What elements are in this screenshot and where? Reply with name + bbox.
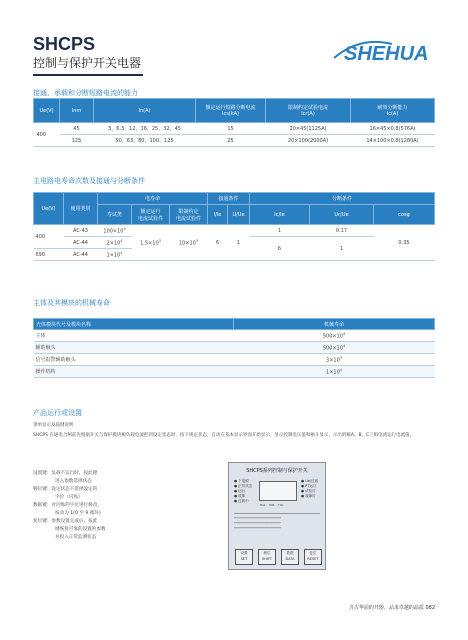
section-title-life: 主电路电寿命次数及接通与分断条件 — [33, 177, 145, 185]
logo-text: SHEHUA — [344, 43, 429, 65]
operation-description: SHCPS 在通电合闸前先根据开关与保护模块额负载电流把到设定状态时，按下规定状态，自动在基本显示界面开始显示，显示控制电压值和额斗显示，示出的额A、B、C三相电流运行电流值。 — [33, 433, 415, 438]
control-panel-image: SHCPS系列控制与保护开关 ● 下电源 ● 正常状态 ● 运行 ● 故障 ● 过载中 HiA HiB HiC ● Ue/过载 ● PT运行 ● 试验灯 ● 故障灯 ━━━━━━━━━━━━━━━━━━━━━━━━━━ ━━━━━━━━━━━━━━━━━━━━━━━━━━ ━━━━━━━━━━━━━━━━━━━━━━━━━━ 设置 SET 移位 SHIFT 数据 DATA 复位 RESET — [228, 462, 326, 570]
shift-button[interactable]: 移位 SHIFT — [258, 549, 276, 565]
brand-logo — [330, 36, 440, 66]
key-description-list: 设置键：负载不运行时，按此键 进入参数选择状态 移位键：设定状态下选择设定的 字位（闪烁） 数据键：对闪烁的字位进行修改， 按动为 1(0 至 9 循环) 复位键：参数设置完成后，按此 键恢复可靠的设置的参数 并投入正常监测状态 — [33, 471, 106, 540]
table-row: 主体 $500\times 10^4$ — [34, 330, 435, 342]
cell-ue: 400 — [34, 123, 60, 147]
page-subtitle: 控制与保护开关电器 — [33, 56, 142, 70]
th-inm: Inm — [60, 99, 94, 123]
table-row: 400 45 3、6.3、12、16、25、32、45 15 20×45(1125A) 16×45×0.8(576A) — [34, 123, 435, 135]
th-ics: 额定运行短路分断电流 Ics(kA) — [196, 99, 266, 123]
title-underline — [33, 74, 143, 76]
menu-subtitle: 菜单显示及按键说明 — [33, 423, 74, 428]
section-title-mech: 主体及其模块的机械寿命 — [33, 299, 110, 307]
page-title: SHCPS — [33, 34, 96, 54]
table-row: 690 AC-44 $1\times 10^4$ — [34, 249, 435, 261]
table-row: AC-44 $2\times 10^4$ 6 1 — [34, 237, 435, 249]
th-icr: 限制约定试验电流 Icr(A) — [266, 99, 351, 123]
data-button[interactable]: 数据 DATA — [281, 549, 299, 565]
reset-button[interactable]: 复位 RESET — [304, 549, 322, 565]
section-title-operation: 产品运行或设置 — [33, 409, 82, 417]
mechanical-life-table: 壳体模块代号及模块名称 机械寿命 主体 $500\times 10^4$ 辅助触头 $500\times 10^4$ 信号报警辅助触头 $3\times 10^3$ 操作机构 $1\times 10^4$ — [33, 318, 435, 378]
page-footer: 含古华前的开器、品求卓越的品质 082 — [348, 605, 435, 611]
panel-display — [259, 481, 297, 501]
th-in: In(A) — [94, 99, 196, 123]
table-row: 400 AC-43 $100\times 10^4$ $1.5\times 10^3$ $10\times 10^3$ 6 1 1 0.17 0.35 — [34, 225, 435, 237]
th-ic: 耐效分断能力 Ic(A) — [351, 99, 435, 123]
table-row: 辅助触头 $500\times 10^4$ — [34, 342, 435, 354]
th-ue: Ue(V) — [34, 99, 60, 123]
breaking-capacity-table — [33, 98, 435, 147]
section-title-breaking: 接通、承载和分断短路电流的能力 — [33, 89, 138, 97]
table-row: 125 50、63、80、100、125 25 20×100(2000A) 14×100×0.8(1280A) — [34, 135, 435, 147]
set-button[interactable]: 设置 SET — [235, 549, 253, 565]
electrical-life-table: Ue(V) 使用类别 电寿命 接通条件 分断条件 寿试类 额定运行 电流试验件 限制约定 电流试验件 I/Ie U/Ue Ic/Ie Ur/Ue cosφ 400 AC-43 $100\times 10^4$ $1.5\times 10^3$ $10\times 10^3$ 6 1 1 0.17 0.35 AC-44 $2\times 10^4$ 6 1 690 AC-44 $1\times 10^4$ — [33, 192, 435, 261]
table-row: 信号报警辅助触头 $3\times 10^3$ — [34, 354, 435, 366]
table-row: 操作机构 $1\times 10^4$ — [34, 366, 435, 378]
